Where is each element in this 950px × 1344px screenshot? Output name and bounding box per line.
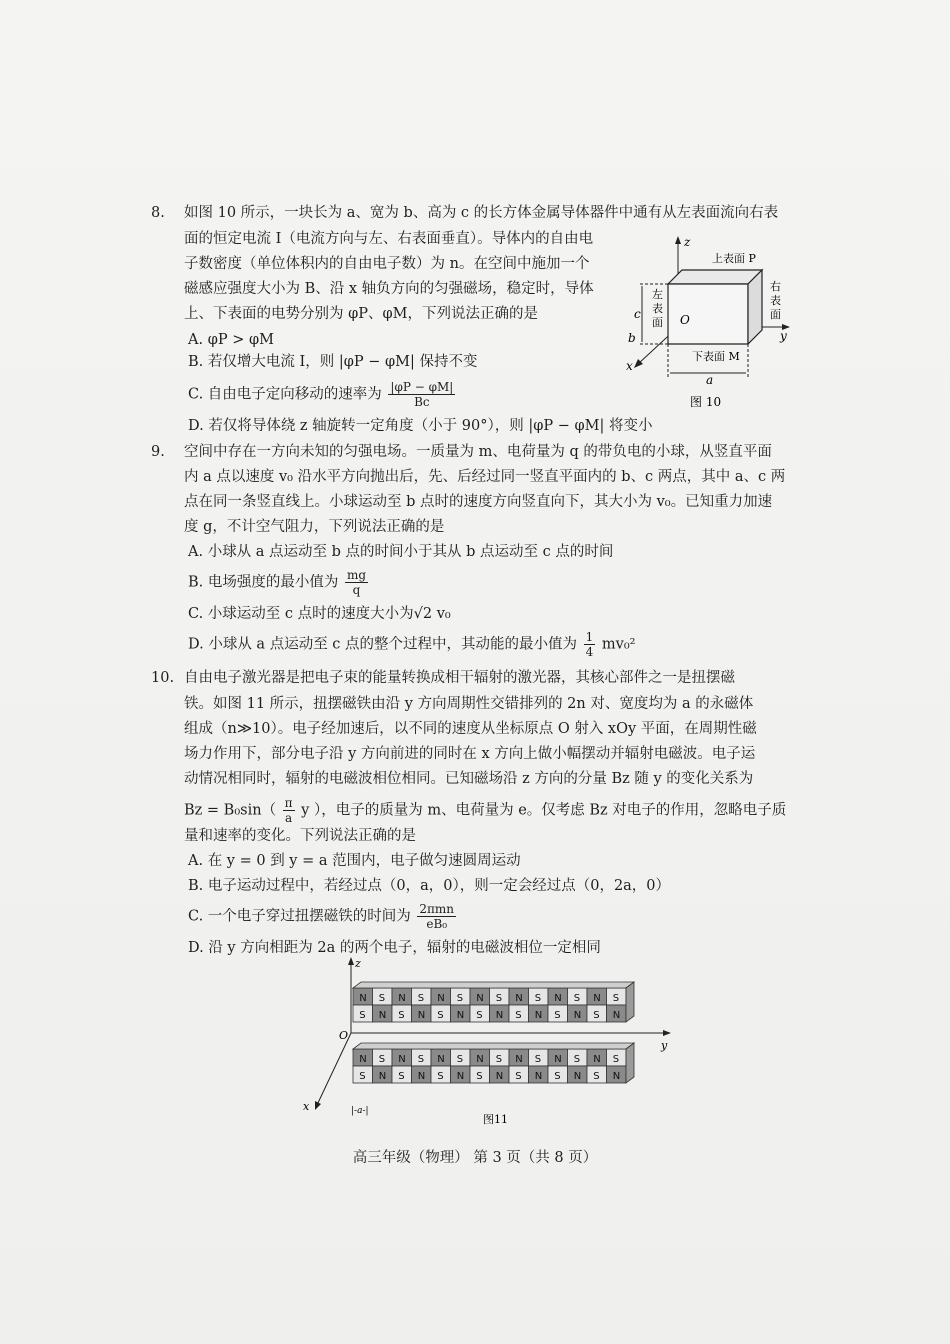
q10-option-c-fraction	[417, 902, 456, 931]
fig10-left-char-1: 左	[652, 288, 663, 301]
magnet-pole-label: N	[515, 993, 523, 1004]
q9-option-d-fraction	[584, 630, 596, 659]
q8-option-a: A. φP > φM	[188, 332, 274, 348]
q9-option-c: C. 小球运动至 c 点时的速度大小为√2 v₀	[188, 606, 451, 622]
magnet-pole-label: S	[534, 1054, 542, 1065]
q10-formula-rest: y ），电子的质量为 m、电荷量为 e。仅考虑 Bz 对电子的作用，忽略电子质	[301, 802, 787, 819]
fig10-a-label: a	[706, 373, 714, 387]
fig11-x-axis	[317, 1033, 351, 1105]
fig10-right-char-1: 右	[770, 280, 781, 293]
fig11-upper-magnet-row	[353, 982, 634, 1022]
magnet-pole-label: N	[515, 1054, 523, 1065]
q10-formula-line	[184, 796, 786, 825]
q10-option-c-denominator: eB₀	[426, 917, 448, 931]
magnet-pole-label: S	[417, 993, 425, 1004]
fig11-caption: 图11	[483, 1113, 508, 1125]
q9-option-b-denominator: q	[352, 583, 361, 597]
fig10-box-top	[668, 270, 762, 284]
magnet-pole-label: N	[437, 1054, 445, 1065]
magnet-pole-label: N	[534, 1071, 543, 1082]
fig11-z-label: z	[355, 957, 361, 970]
magnet-pole-label: N	[378, 1071, 387, 1082]
q8-line-2: 面的恒定电流 I（电流方向与左、右表面垂直）。导体内的自由电	[184, 231, 594, 247]
q10-option-a: A. 在 y = 0 到 y = a 范围内，电子做匀速圆周运动	[188, 853, 521, 869]
q10-option-b: B. 电子运动过程中，若经过点（0，a，0），则一定会经过点（0，2a，0）	[188, 878, 671, 894]
magnet-pole-label: S	[476, 1010, 483, 1021]
q10-line-5: 动情况相同时，辐射的电磁波相位相同。已知磁场沿 z 方向的分量 Bz 随 y 的变化关系为	[184, 771, 754, 787]
q9-option-d-tail: mv₀²	[601, 636, 636, 653]
q9-option-d-text: D. 小球从 a 点运动至 c 点的整个过程中，其动能的最小值为	[188, 636, 578, 653]
magnet-pole-label: S	[456, 1054, 464, 1065]
q8-option-c	[188, 380, 457, 409]
fig11-z-arrow-icon	[348, 957, 354, 965]
fig10-b-label: b	[628, 331, 636, 345]
magnet-pole-label: S	[378, 993, 386, 1004]
q8-number: 8.	[151, 205, 165, 221]
q9-option-b	[188, 568, 370, 597]
magnet-pole-label: N	[495, 1071, 504, 1082]
magnet-pole-label: S	[398, 1071, 405, 1082]
magnet-pole-label: N	[359, 1054, 367, 1065]
q9-option-d-numerator: 1	[585, 630, 594, 644]
magnet-pole-label: N	[554, 993, 562, 1004]
magnet-pole-label: S	[398, 1010, 405, 1021]
magnet-pole-label: S	[495, 993, 503, 1004]
magnet-pole-label: S	[359, 1071, 366, 1082]
fig11-y-label: y	[661, 1039, 668, 1052]
magnet-pole-label: N	[437, 993, 445, 1004]
magnet-pole-label: S	[554, 1010, 561, 1021]
magnet-pole-label: S	[417, 1054, 425, 1065]
q10-number: 10.	[151, 670, 175, 686]
fig10-left-char-2: 表	[652, 302, 663, 315]
fig10-y-label: y	[780, 329, 787, 343]
magnet-pole-label: S	[437, 1010, 444, 1021]
fig11-lower-magnet-row	[353, 1043, 634, 1083]
magnet-pole-label: N	[417, 1010, 426, 1021]
q10-formula-fraction	[283, 796, 295, 825]
q10-formula-lhs: Bz = B₀sin	[184, 802, 262, 819]
magnet-row-top-face	[353, 982, 634, 988]
q10-option-c-numerator: 2πmn	[419, 902, 455, 916]
figure-11	[295, 955, 685, 1125]
fig10-left-char-3: 面	[652, 316, 663, 329]
magnet-pole-label: N	[456, 1071, 465, 1082]
fig11-origin-label: O	[339, 1029, 349, 1042]
magnet-pole-label: S	[495, 1054, 503, 1065]
q9-option-a: A. 小球从 a 点运动至 b 点的时间小于其从 b 点运动至 c 点的时间	[188, 544, 614, 560]
q9-line-2: 内 a 点以速度 v₀ 沿水平方向抛出后，先、后经过同一竖直平面内的 b、c 两点，其中 a、c 两	[184, 469, 786, 485]
magnet-pole-label: S	[612, 993, 620, 1004]
magnet-pole-label: S	[612, 1054, 620, 1065]
fig10-bottom-surface-label: 下表面 M	[692, 350, 740, 363]
q10-option-d: D. 沿 y 方向相距为 2a 的两个电子，辐射的电磁波相位一定相同	[188, 940, 601, 956]
q10-formula-denominator: a	[285, 811, 293, 825]
q8-line-1: 如图 10 所示，一块长为 a、宽为 b、高为 c 的长方体金属导体器件中通有从左表面流向右表	[184, 205, 779, 221]
q10-option-c-text: C. 一个电子穿过扭摆磁铁的时间为	[188, 908, 411, 925]
q9-line-4: 度 g，不计空气阻力，下列说法正确的是	[184, 519, 445, 535]
q10-line-2: 铁。如图 11 所示，扭摆磁铁由沿 y 方向周期性交错排列的 2n 对、宽度均为 a 的永磁体	[184, 696, 754, 712]
fig11-a-width-label: |-a-|	[351, 1106, 369, 1116]
magnet-pole-label: N	[593, 993, 601, 1004]
q9-number: 9.	[151, 444, 165, 460]
magnet-pole-label: N	[612, 1071, 621, 1082]
q8-option-d: D. 若仅将导体绕 z 轴旋转一定角度（小于 90°），则 |φP − φM| 将变小	[188, 418, 653, 434]
figure-10	[620, 232, 795, 417]
q9-line-3: 点在同一条竖直线上。小球运动至 b 点时的速度方向竖直向下，其大小为 v₀。已知重力加速	[184, 494, 773, 510]
fig11-y-arrow-icon	[663, 1030, 671, 1036]
magnet-pole-label: N	[417, 1071, 426, 1082]
fig10-caption: 图 10	[690, 395, 722, 409]
fig10-c-label: c	[634, 307, 641, 321]
magnet-pole-label: N	[534, 1010, 543, 1021]
magnet-pole-label: S	[593, 1010, 600, 1021]
q8-option-c-numerator: |φP − φM|	[390, 380, 454, 394]
q8-option-c-denominator: Bc	[414, 395, 430, 409]
magnet-pole-label: N	[593, 1054, 601, 1065]
fig10-right-char-2: 表	[770, 294, 781, 307]
magnet-pole-label: S	[359, 1010, 366, 1021]
q9-option-d-denominator: 4	[585, 645, 594, 659]
q8-option-c-text: C. 自由电子定向移动的速率为	[188, 386, 382, 403]
magnet-pole-label: N	[573, 1010, 582, 1021]
magnet-pole-label: S	[515, 1010, 522, 1021]
q10-line-4: 场力作用下，部分电子沿 y 方向前进的同时在 x 方向上做小幅摆动并辐射电磁波。电子运	[184, 746, 756, 762]
magnet-pole-label: S	[573, 1054, 581, 1065]
fig10-x-label: x	[626, 359, 633, 373]
magnet-pole-label: S	[437, 1071, 444, 1082]
magnet-pole-label: N	[476, 1054, 484, 1065]
magnet-pole-label: S	[554, 1071, 561, 1082]
magnet-row-side-face	[626, 1043, 634, 1083]
q8-line-3: 子数密度（单位体积内的自由电子数）为 n。在空间中施加一个	[184, 256, 590, 272]
magnet-pole-label: N	[476, 993, 484, 1004]
magnet-pole-label: S	[593, 1071, 600, 1082]
magnet-pole-label: N	[573, 1071, 582, 1082]
magnet-pole-label: S	[476, 1071, 483, 1082]
magnet-pole-label: N	[495, 1010, 504, 1021]
q8-option-c-fraction	[388, 380, 455, 409]
fig10-box-side	[748, 270, 762, 344]
q10-line-3: 组成（n≫10）。电子经加速后，以不同的速度从坐标原点 O 射入 xOy 平面，在周期性磁	[184, 721, 757, 737]
magnet-pole-label: N	[359, 993, 367, 1004]
q9-option-b-numerator: mg	[346, 568, 367, 582]
q9-option-b-text: B. 电场强度的最小值为	[188, 574, 339, 591]
q9-option-b-fraction	[345, 568, 368, 597]
q8-line-5: 上、下表面的电势分别为 φP、φM，下列说法正确的是	[184, 306, 539, 322]
q10-line-1: 自由电子激光器是把电子束的能量转换成相干辐射的激光器，其核心部件之一是扭摆磁	[184, 670, 735, 686]
fig11-x-label: x	[303, 1100, 310, 1113]
magnet-pole-label: N	[456, 1010, 465, 1021]
magnet-pole-label: N	[554, 1054, 562, 1065]
fig10-z-arrow-icon	[675, 236, 681, 244]
magnet-pole-label: S	[456, 993, 464, 1004]
fig10-top-surface-label: 上表面 P	[712, 252, 756, 265]
q10-line-7: 量和速率的变化。下列说法正确的是	[184, 828, 416, 844]
page-footer: 高三年级（物理） 第 3 页（共 8 页）	[352, 1150, 598, 1166]
magnet-pole-label: N	[398, 993, 406, 1004]
fig10-right-char-3: 面	[770, 308, 781, 321]
magnet-pole-label: N	[398, 1054, 406, 1065]
magnet-pole-label: S	[534, 993, 542, 1004]
magnet-pole-label: S	[378, 1054, 386, 1065]
magnet-row-top-face	[353, 1043, 634, 1049]
magnet-pole-label: N	[378, 1010, 387, 1021]
magnet-pole-label: N	[612, 1010, 621, 1021]
q10-option-c	[188, 902, 458, 931]
magnet-row-side-face	[626, 982, 634, 1022]
q9-option-d	[188, 630, 635, 659]
q8-option-b: B. 若仅增大电流 I，则 |φP − φM| 保持不变	[188, 354, 478, 370]
fig10-origin-label: O	[680, 313, 690, 327]
magnet-pole-label: S	[573, 993, 581, 1004]
magnet-pole-label: S	[515, 1071, 522, 1082]
q10-formula-open-paren: （	[261, 802, 277, 819]
fig10-z-label: z	[684, 235, 691, 249]
q8-line-4: 磁感应强度大小为 B、沿 x 轴负方向的匀强磁场，稳定时，导体	[184, 281, 594, 297]
q10-formula-numerator: π	[284, 796, 293, 810]
q9-line-1: 空间中存在一方向未知的匀强电场。一质量为 m、电荷量为 q 的带负电的小球，从竖直平面	[184, 444, 772, 460]
